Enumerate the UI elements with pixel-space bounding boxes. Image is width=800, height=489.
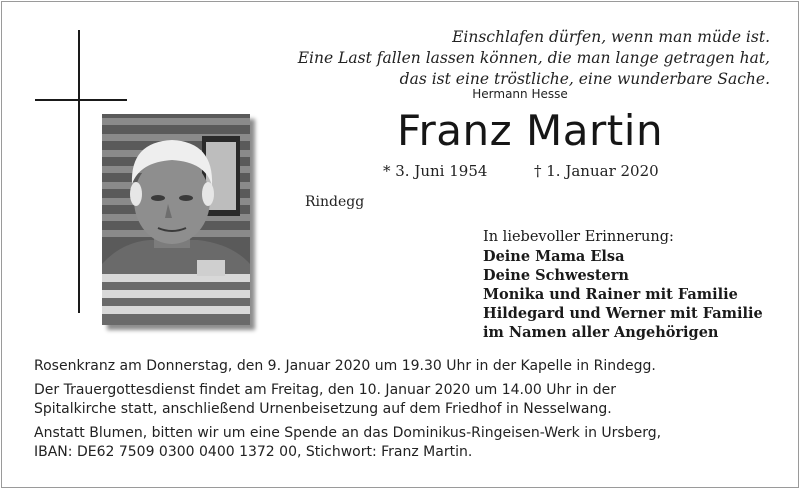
portrait-photo (102, 114, 250, 325)
funeral-line: Der Trauergottesdienst findet am Freitag, den 10. Januar 2020 um 14.00 Uhr in der (34, 382, 617, 398)
mourner-line: Hildegard und Werner mit Familie (483, 305, 763, 322)
death-date: † 1. Januar 2020 (534, 162, 659, 180)
mourner-line: Monika und Rainer mit Familie (483, 286, 738, 303)
mourners-list (483, 228, 763, 342)
birth-date: * 3. Juni 1954 (383, 162, 488, 180)
rosary-info (34, 357, 774, 376)
deceased-name: Franz Martin (396, 106, 664, 155)
funeral-line: Spitalkirche statt, anschließend Urnenbeisetzung auf dem Friedhof in Nesselwang. (34, 401, 612, 417)
donation-line: IBAN: DE62 7509 0300 0400 1372 00, Stichwort: Franz Martin. (34, 444, 473, 460)
quote-author: Hermann Hesse (472, 87, 568, 101)
mourner-line: im Namen aller Angehörigen (483, 324, 719, 341)
funeral-info (34, 381, 774, 419)
mourner-line: Deine Schwestern (483, 267, 629, 284)
mourners-intro: In liebevoller Erinnerung: (483, 229, 674, 245)
cross-icon-bar (35, 99, 127, 101)
quote-line: Einschlafen dürfen, wenn man müde ist. (452, 28, 770, 46)
quote (270, 27, 770, 90)
rosary-line: Rosenkranz am Donnerstag, den 9. Januar 2020 um 19.30 Uhr in der Kapelle in Rindegg. (34, 358, 656, 374)
cross-icon (78, 30, 80, 313)
residence: Rindegg (305, 194, 365, 210)
donation-line: Anstatt Blumen, bitten wir um eine Spende an das Dominikus-Ringeisen-Werk in Ursberg, (34, 425, 662, 441)
donation-info (34, 424, 774, 462)
mourner-line: Deine Mama Elsa (483, 248, 625, 265)
quote-line: das ist eine tröstliche, eine wunderbare Sache. (399, 70, 770, 88)
quote-line: Eine Last fallen lassen können, die man lange getragen hat, (297, 49, 770, 67)
